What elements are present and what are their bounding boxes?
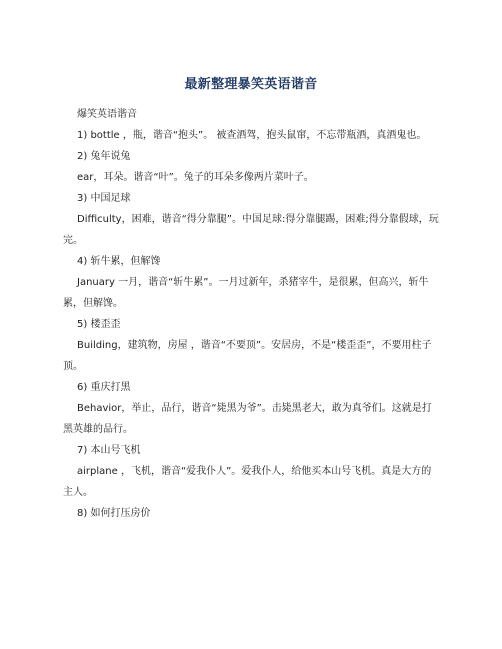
document-title: 最新整理暴笑英语谐音 — [184, 77, 318, 92]
document-body — [63, 104, 439, 524]
paragraph: 2) 兔年说兔 — [77, 151, 131, 162]
paragraph: Building，建筑物，房屋 ，谐音“不要顶”。安居房，不是“楼歪歪”，不要用柱子顶。 — [63, 340, 432, 372]
paragraph: 4) 斩牛累，但解馋 — [77, 256, 161, 267]
paragraph: 1) bottle ，瓶，谐音“抱头”。 被查酒驾，抱头鼠窜，不忘带瓶酒，真酒鬼也。 — [77, 130, 427, 141]
paragraph: 6) 重庆打黑 — [77, 382, 131, 393]
paragraph: 5) 楼歪歪 — [77, 319, 121, 330]
paragraph: airplane ，飞机，谐音“爱我仆人”。爱我仆人，给他买本山号飞机。真是大方的主人。 — [63, 466, 432, 498]
paragraph: 3) 中国足球 — [77, 193, 131, 204]
paragraph: 8) 如何打压房价 — [77, 508, 151, 519]
paragraph: Difficulty，困难，谐音“得分靠腿”。中国足球:得分靠腿踢，困难;得分靠假球，玩完。 — [63, 214, 439, 246]
paragraph: Behavior，举止，品行，谐音“毙黑为爷”。击毙黑老大，敢为真爷们。这就是打黑英雄的品行。 — [63, 403, 432, 435]
paragraph: ear，耳朵。谐音“叶”。兔子的耳朵多像两片菜叶子。 — [77, 172, 314, 183]
paragraph: January 一月，谐音“斩牛累”。一月过新年，杀猪宰牛，是很累，但高兴，斩牛累，但解馋。 — [63, 277, 429, 309]
paragraph: 爆笑英语谐音 — [77, 109, 137, 120]
paragraph: 7) 本山号飞机 — [77, 445, 141, 456]
